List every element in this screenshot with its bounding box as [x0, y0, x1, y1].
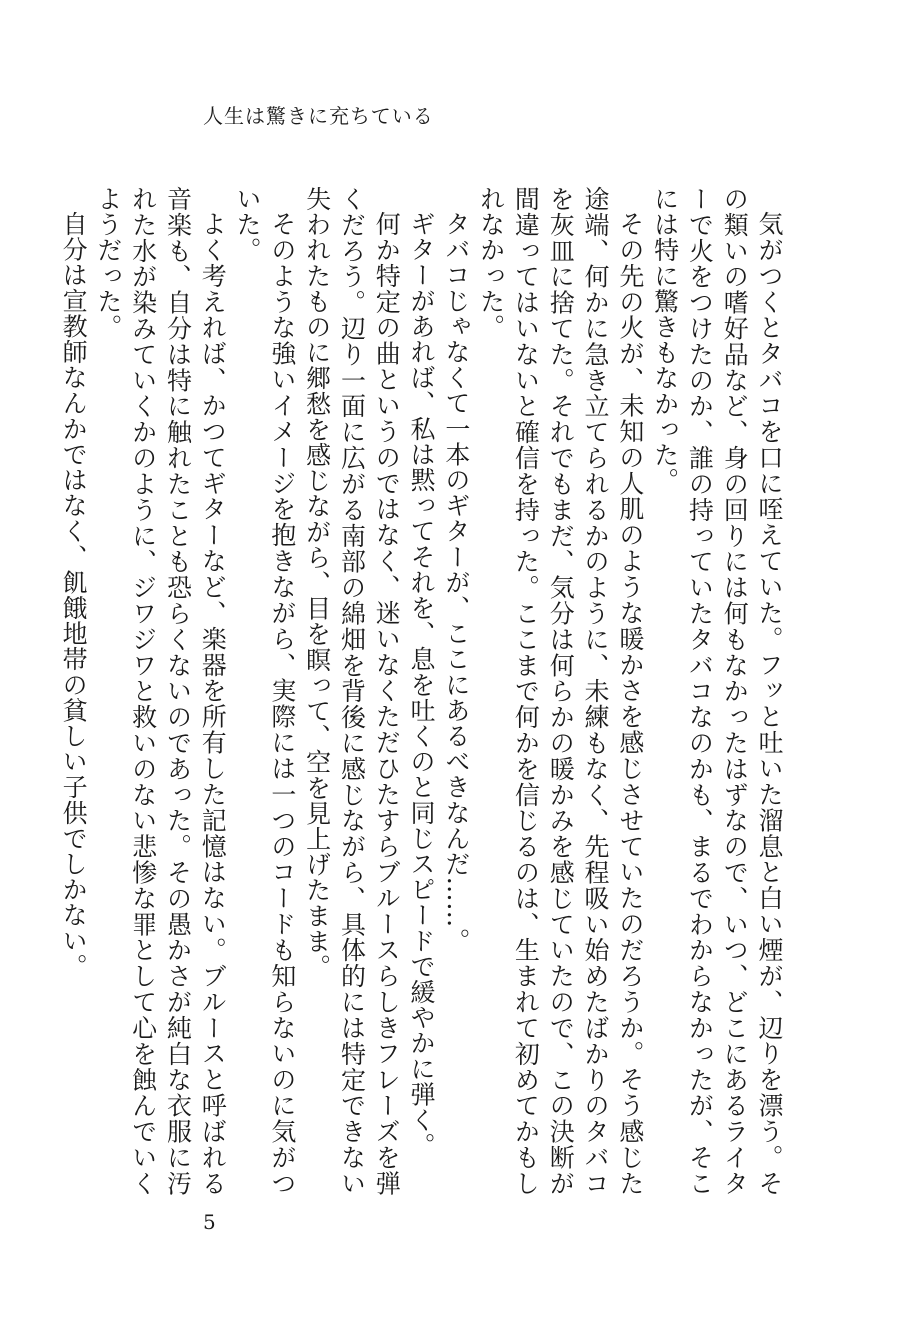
- page-number: 5: [203, 1210, 216, 1234]
- paragraph-7: よく考えれば、かつてギターなど、楽器を所有した記憶はない。ブルースと呼ばれる音楽も、自分は特に触れたことも恐らくないのであった。その愚かさが純白な衣服に汚れた水が染みていくかのように、ジワジワと救いのない悲惨な罪として心を蝕んでいくようだった。: [93, 186, 228, 1196]
- paragraph-3: タバコじゃなくて一本のギターが、ここにあるべきなんだ……。: [441, 211, 471, 954]
- paragraph-2: その先の火が、未知の人肌のような暖かさを感じさせていたのだろうか。そう感じた途端、何かに急き立てられるかのように、未練もなく、先程吸い始めたばかりのタバコを灰皿に捨てた。それでもまだ、気分は何らかの暖かみを感じていたので、この決断が間違ってはいないと確信を持った。ここまで何かを信じるのは、生まれて初めてかもしれなかった。: [476, 186, 645, 1196]
- paragraph-4: ギターがあれば、私は黙ってそれを、息を吐くのと同じスピードで緩やかに弾く。: [407, 211, 437, 1159]
- paragraph-5: 何か特定の曲というのではなく、迷いなくただひたすらブルースらしきフレーズを弾くだろう。辺り一面に広がる南部の綿畑を背後に感じながら、具体的には特定できない失われたものに郷愁を感じながら、目を瞑って、空を見上げたまま。: [302, 186, 402, 1196]
- paragraph-8: 自分は宣教師なんかではなく、飢餓地帯の貧しい子供でしかない。: [59, 211, 89, 979]
- vertical-body-text: [59, 186, 786, 1196]
- paragraph-6: そのような強いイメージを抱きながら、実際には一つのコードも知らないのに気がついた。: [233, 186, 297, 1196]
- paragraph-1: 気がつくとタバコを口に咥えていた。フッと吐いた溜息と白い煙が、辺りを漂う。その類いの嗜好品など、身の回りには何もなかったはずなので、いつ、どこにあるライターで火をつけたのか、誰の持っていたタバコなのかも、まるでわからなかったが、そこには特に驚きもなかった。: [650, 186, 784, 1196]
- running-title: 人生は驚きに充ちている: [203, 104, 434, 128]
